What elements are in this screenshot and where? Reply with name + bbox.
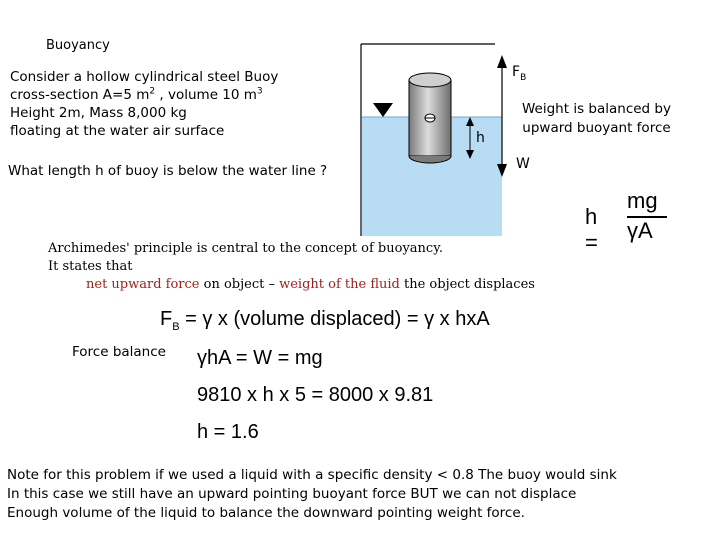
problem-line-2: cross-section A=5 $m^2$ , volume 10 $m^3$	[10, 86, 263, 103]
question-text: What length h of buoy is below the water line ?	[8, 163, 328, 179]
note-text	[7, 466, 617, 523]
force-balance-label: Force balance	[72, 344, 166, 360]
formula-h-denominator: γA	[627, 218, 653, 243]
water-level-marker-icon	[373, 103, 393, 117]
buoyant-force-label: $F_B$	[512, 64, 527, 83]
equation-buoyant-force: $F_B = \gamma$ x (volume displaced) = γ x hxA	[160, 308, 490, 333]
equation-result: h = 1.6	[197, 421, 259, 443]
buoyant-force-arrow-icon	[497, 55, 507, 68]
equation-substituted: 9810 x h x 5 = 8000 x 9.81	[197, 384, 434, 406]
problem-line-4: floating at the water air surface	[10, 123, 225, 139]
weight-label: W	[516, 156, 530, 172]
equation-force-balance: γhA = W = mg	[197, 347, 323, 369]
note-line-1: Note for this problem if we used a liquid with a specific density < 0.8 The buoy would sink	[7, 467, 617, 483]
problem-line-3: Height 2m, Mass 8,000 kg	[10, 105, 187, 121]
weight-balance-note: Weight is balanced by upward buoyant force	[522, 101, 671, 136]
archimedes-principle	[48, 240, 535, 294]
formula-h-lhs: h =	[585, 204, 598, 255]
formula-h-numerator: mg	[627, 188, 658, 213]
h-label: h	[476, 130, 485, 146]
slide-title: Buoyancy	[46, 38, 110, 53]
buoy-top	[409, 73, 451, 87]
archimedes-line-2: It states that	[48, 259, 133, 274]
problem-line-1: Consider a hollow cylindrical steel Buoy	[10, 69, 279, 85]
note-line-2: In this case we still have an upward pointing buoyant force BUT we can not displace	[7, 486, 577, 502]
archimedes-line-1: Archimedes' principle is central to the concept of buoyancy.	[48, 241, 443, 256]
note-line-3: Enough volume of the liquid to balance the downward pointing weight force.	[7, 505, 525, 521]
archimedes-statement: net upward force on object – weight of the fluid the object displaces	[86, 277, 535, 292]
